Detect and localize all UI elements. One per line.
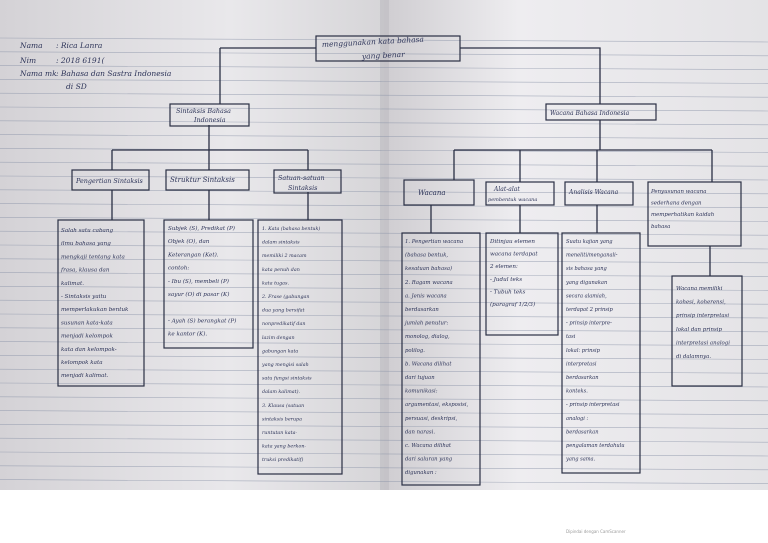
handwritten-line: prinsip interpretasi	[676, 313, 730, 320]
handwritten-line: 1. Pengertian wacana	[405, 239, 464, 245]
handwritten-line: kata penuh dan	[262, 267, 300, 273]
analisis-title: Analisis Wacana	[569, 189, 619, 196]
wacana-sub-title: Wacana	[418, 189, 446, 197]
nama-label: Nama	[20, 41, 43, 50]
handwritten-line: berdasarkan	[566, 429, 599, 436]
satuan-title-2: Sintaksis	[288, 184, 318, 192]
handwritten-line: - Tubuh teks	[490, 289, 526, 296]
handwritten-line: - Sintaksis yaitu	[61, 294, 107, 300]
handwritten-line: 2. Ragam wacana	[405, 279, 453, 286]
handwritten-line: di dalamnya.	[676, 354, 712, 360]
mk-value-2: di SD	[66, 82, 87, 91]
handwritten-line: persuasi, deskripsi,	[405, 415, 458, 422]
handwritten-line: konteks.	[566, 388, 588, 395]
handwritten-line: kata yang berkon-	[262, 444, 307, 450]
handwritten-line: yang digunakan	[566, 279, 608, 286]
sintaksis-title-2: Indonesia	[194, 116, 226, 124]
handwritten-line: menjadi kalimat.	[61, 373, 109, 380]
handwritten-line: (paragraf 1/2/3)	[490, 302, 536, 308]
handwritten-line: Suatu kajian yang	[566, 239, 613, 245]
mk-value: : Bahasa dan Sastra Indonesia	[56, 69, 172, 78]
handwritten-line: kelompok kata	[61, 360, 103, 366]
nama-value: : Rica Lanra	[56, 41, 103, 50]
struktur-title: Struktur Sintaksis	[170, 176, 235, 184]
handwritten-line: 3. Klausa (satuan	[262, 403, 305, 409]
handwritten-line: memperhatikan kaidah	[651, 212, 715, 219]
satuan-title-1: Satuan-satuan	[278, 174, 325, 182]
handwritten-line: jumlah penutur:	[405, 320, 449, 327]
handwritten-line: secara alamiah,	[566, 293, 607, 300]
handwritten-line: truksi predikatif)	[262, 458, 304, 464]
handwritten-line: digunakan :	[405, 470, 437, 477]
handwritten-line: 2 elemen:	[490, 264, 518, 271]
handwritten-line: Salah satu cabang	[61, 228, 114, 234]
handwritten-line: dari saluran yang	[405, 456, 453, 463]
sintaksis-title-1: Sintaksis Bahasa	[176, 107, 231, 115]
handwritten-line: dari tujuan	[405, 375, 435, 381]
handwritten-line: sis bahasa yang	[566, 266, 607, 273]
handwritten-line: contoh:	[168, 265, 190, 272]
handwritten-line: kata tugas.	[262, 281, 290, 287]
handwritten-line: frasa, klausa dan	[61, 267, 110, 274]
handwritten-line: Objek (O), dan	[168, 239, 210, 246]
handwritten-line: lokal dan prinsip	[676, 326, 722, 333]
handwritten-line: sayur (O) di pasar (K)	[168, 292, 230, 298]
wacana-main-title: Wacana Bahasa Indonesia	[550, 110, 630, 117]
mk-label: Nama mk	[20, 69, 57, 78]
handwritten-line: berdasarkan	[566, 375, 599, 381]
handwritten-line: - prinsip interpre-	[566, 320, 612, 327]
root-line2: yang benar	[361, 49, 405, 61]
handwritten-line: 1. Kata (bahasa bentuk)	[262, 227, 321, 232]
handwritten-line: - Ayah (S) berangkat (P)	[168, 318, 237, 325]
handwritten-line: Ditinjau elemen	[490, 239, 535, 245]
handwritten-line: ke kantor (K).	[168, 331, 208, 338]
handwritten-line: meneliti/menganali-	[566, 252, 618, 259]
handwritten-line: komunikasi:	[405, 388, 438, 395]
handwritten-line: 2. Frase (gabungan	[262, 295, 310, 300]
handwritten-line: berdasarkan	[405, 307, 439, 313]
handwritten-line: Keterangan (Ket).	[168, 252, 219, 259]
handwritten-line: monolog, dialog,	[405, 334, 450, 341]
handwritten-line: argumentasi, eksposisi,	[405, 402, 469, 409]
handwritten-line: dalam kalimat).	[262, 390, 300, 396]
handwritten-line: dalam sintaksis	[262, 240, 300, 246]
handwritten-line: ilmu bahasa yang	[61, 241, 111, 248]
handwritten-line: Penyusunan wacana	[651, 189, 707, 195]
handwritten-line: bahasa	[651, 223, 671, 230]
handwritten-line: memperlakukan bentuk	[61, 307, 129, 314]
handwritten-line: lokal: prinsip	[566, 347, 600, 354]
handwritten-line: (bahasa bentuk,	[405, 252, 449, 259]
handwritten-line: menjadi kelompok	[61, 333, 113, 340]
handwritten-line: b. Wacana dilihat	[405, 361, 452, 368]
handwritten-line: lazim dengan	[262, 335, 295, 341]
handwritten-line: susunan kata-kata	[61, 320, 113, 327]
nim-label: Nim	[20, 56, 37, 65]
handwritten-line: Subjek (S), Predikat (P)	[168, 226, 235, 232]
handwritten-line: wacana terdapat	[490, 251, 538, 258]
handwritten-line: runtutan kata-	[262, 431, 298, 436]
scanner-watermark: Dipindai dengan CamScanner	[566, 529, 626, 534]
handwritten-line: a. Jenis wacana	[405, 293, 447, 300]
handwritten-line: yang mengisi salah	[262, 363, 309, 368]
handwritten-line: analogi :	[566, 415, 589, 422]
root-line1: menggunakan kata bahasa	[321, 34, 425, 49]
handwritten-line: interpretasi	[566, 361, 597, 368]
handwritten-line: nonpredikatif dan	[262, 322, 306, 328]
handwritten-line: gabungan kata	[262, 349, 299, 355]
pengertian-title: Pengertian Sintaksis	[76, 177, 143, 185]
handwritten-line: tasi	[566, 334, 576, 341]
handwritten-line: - prinsip interpretasi	[566, 402, 620, 409]
handwritten-line: dan narasi.	[405, 429, 435, 436]
handwritten-line: satu fungsi sintaksis	[262, 376, 312, 382]
handwritten-line: polilog.	[405, 347, 425, 354]
alat-title-2: pembentuk wacana	[488, 197, 538, 203]
handwritten-line: kohesi, koherensi,	[676, 299, 726, 306]
handwritten-line: interpretasi analogi	[676, 340, 730, 347]
handwritten-line: terdapat 2 prinsip	[566, 307, 613, 313]
page-gutter	[380, 0, 389, 490]
handwritten-line: memiliki 2 macam	[262, 254, 307, 260]
handwritten-line: - Ibu (S), membeli (P)	[168, 278, 229, 285]
nim-value: : 2018 6191(	[56, 56, 105, 65]
handwritten-line: pengalaman terdahulu	[566, 443, 625, 449]
handwritten-line: Wacana memiliki	[676, 286, 723, 292]
handwritten-line: - Judul teks	[490, 276, 523, 283]
handwritten-line: mengkaji tentang kata	[61, 254, 125, 261]
handwritten-line: sederhana dengan	[651, 200, 702, 207]
handwritten-line: kalimat.	[61, 280, 84, 287]
handwritten-line: dua yang bersifat	[262, 308, 305, 314]
alat-title-1: Alat-alat	[494, 186, 520, 193]
handwritten-line: c. Wacana dilihat	[405, 443, 452, 449]
handwritten-line: yang sama.	[566, 456, 596, 463]
handwritten-line: sintaksis berupa	[262, 417, 302, 423]
handwritten-line: kata dan kelompok-	[61, 346, 117, 353]
handwritten-line: kesatuan bahasa)	[405, 266, 453, 273]
